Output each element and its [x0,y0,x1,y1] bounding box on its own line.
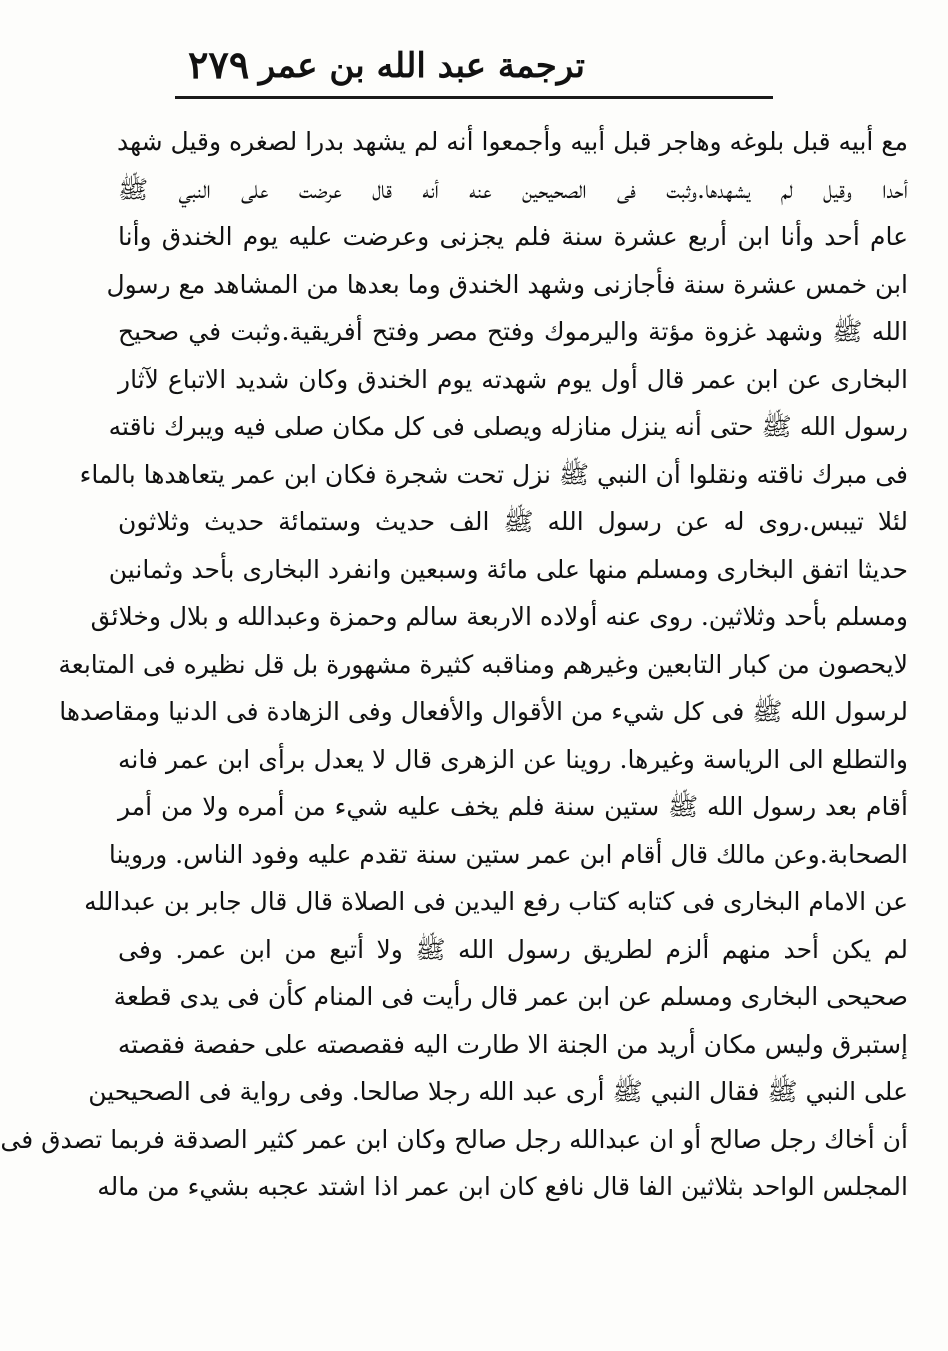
text-line: على النبي ﷺ فقال النبي ﷺ أرى عبد الله رجلا صالحا. وفى رواية فى الصحيحين [88,1077,908,1106]
body-text [0,118,908,1211]
text-line: أقام بعد رسول الله ﷺ ستين سنة فلم يخف عليه شيء من أمره ولا من أمر [118,792,908,821]
text-line: إستبرق وليس مكان أريد من الجنة الا طارت اليه فقصصته على حفصة فقصته [117,1029,908,1059]
text-line: حديثا اتفق البخارى ومسلم منها على مائة وسبعين وانفرد البخارى بأحد وثمانين [108,554,908,584]
text-line: لرسول الله ﷺ فى كل شيء من الأقوال والأفعال وفى الزهادة فى الدنيا ومقاصدها [59,697,908,726]
text-line: لايحصون من كبار التابعين وغيرهم ومناقبه كثيرة مشهورة بل قل نظيره فى المتابعة [58,649,908,679]
text-line: والتطلع الى الرياسة وغيرها. روينا عن الزهرى قال لا يعدل برأى ابن عمر فانه [118,744,908,774]
text-line: رسول الله ﷺ حتى أنه ينزل منازله ويصلى فى كل مكان صلى فيه ويبرك ناقته [108,412,908,441]
page-header [170,40,770,96]
text-line: أحدا وقيل لم يشهدها.وثبت فى الصحيحين عنه أنه قال عرضت على النبي ﷺ [118,174,908,204]
text-line: المجلس الواحد بثلاثين الفا قال نافع كان ابن عمر اذا اشتد عجبه بشيء من ماله [97,1172,908,1201]
text-line: صحيحى البخارى ومسلم عن ابن عمر قال رأيت فى المنام كأن فى يدى قطعة [113,982,908,1011]
text-line: فى مبرك ناقته ونقلوا أن النبي ﷺ نزل تحت شجرة فكان ابن عمر يتعاهدها بالماء [79,459,908,489]
text-line: ابن خمس عشرة سنة فأجازنى وشهد الخندق وما بعدها من المشاهد مع رسول [106,269,908,299]
page-number: ٢٧٩ [188,42,250,87]
text-line: عام أحد وأنا ابن أربع عشرة سنة فلم يجزنى وعرضت عليه يوم الخندق وأنا [118,222,908,251]
text-line: لم يكن أحد منهم ألزم لطريق رسول الله ﷺ ولا أتبع من ابن عمر. وفى [118,934,908,964]
text-line: الله ﷺ وشهد غزوة مؤتة واليرموك وفتح مصر وفتح أفريقية.وثبت في صحيح [118,317,908,346]
text-line: الصحابة.وعن مالك قال أقام ابن عمر ستين سنة تقدم عليه وفود الناس. وروينا [108,839,908,869]
text-line: ومسلم بأحد وثلاثين. روى عنه أولاده الاربعة سالم وحمزة وعبدالله و بلال وخلائق [90,602,908,631]
text-line: أن أخاك رجل صالح أو ان عبدالله رجل صالح وكان ابن عمر كثير الصدقة فربما تصدق فى [0,1124,908,1154]
running-title: ترجمة عبد الله بن عمر [258,46,585,86]
text-line: عن الامام البخارى فى كتابه كتاب رفع اليدين فى الصلاة قال قال جابر بن عبدالله [84,887,908,916]
header-rule [175,96,773,99]
text-line: البخارى عن ابن عمر قال أول يوم شهدته يوم الخندق وكان شديد الاتباع لآثار [118,364,908,394]
text-line: لئلا تيبس.روى له عن رسول الله ﷺ الف حديث وستمائة حديث وثلاثون [118,507,908,536]
text-line: مع أبيه قبل بلوغه وهاجر قبل أبيه وأجمعوا أنه لم يشهد بدرا لصغره وقيل شهد [116,127,908,156]
